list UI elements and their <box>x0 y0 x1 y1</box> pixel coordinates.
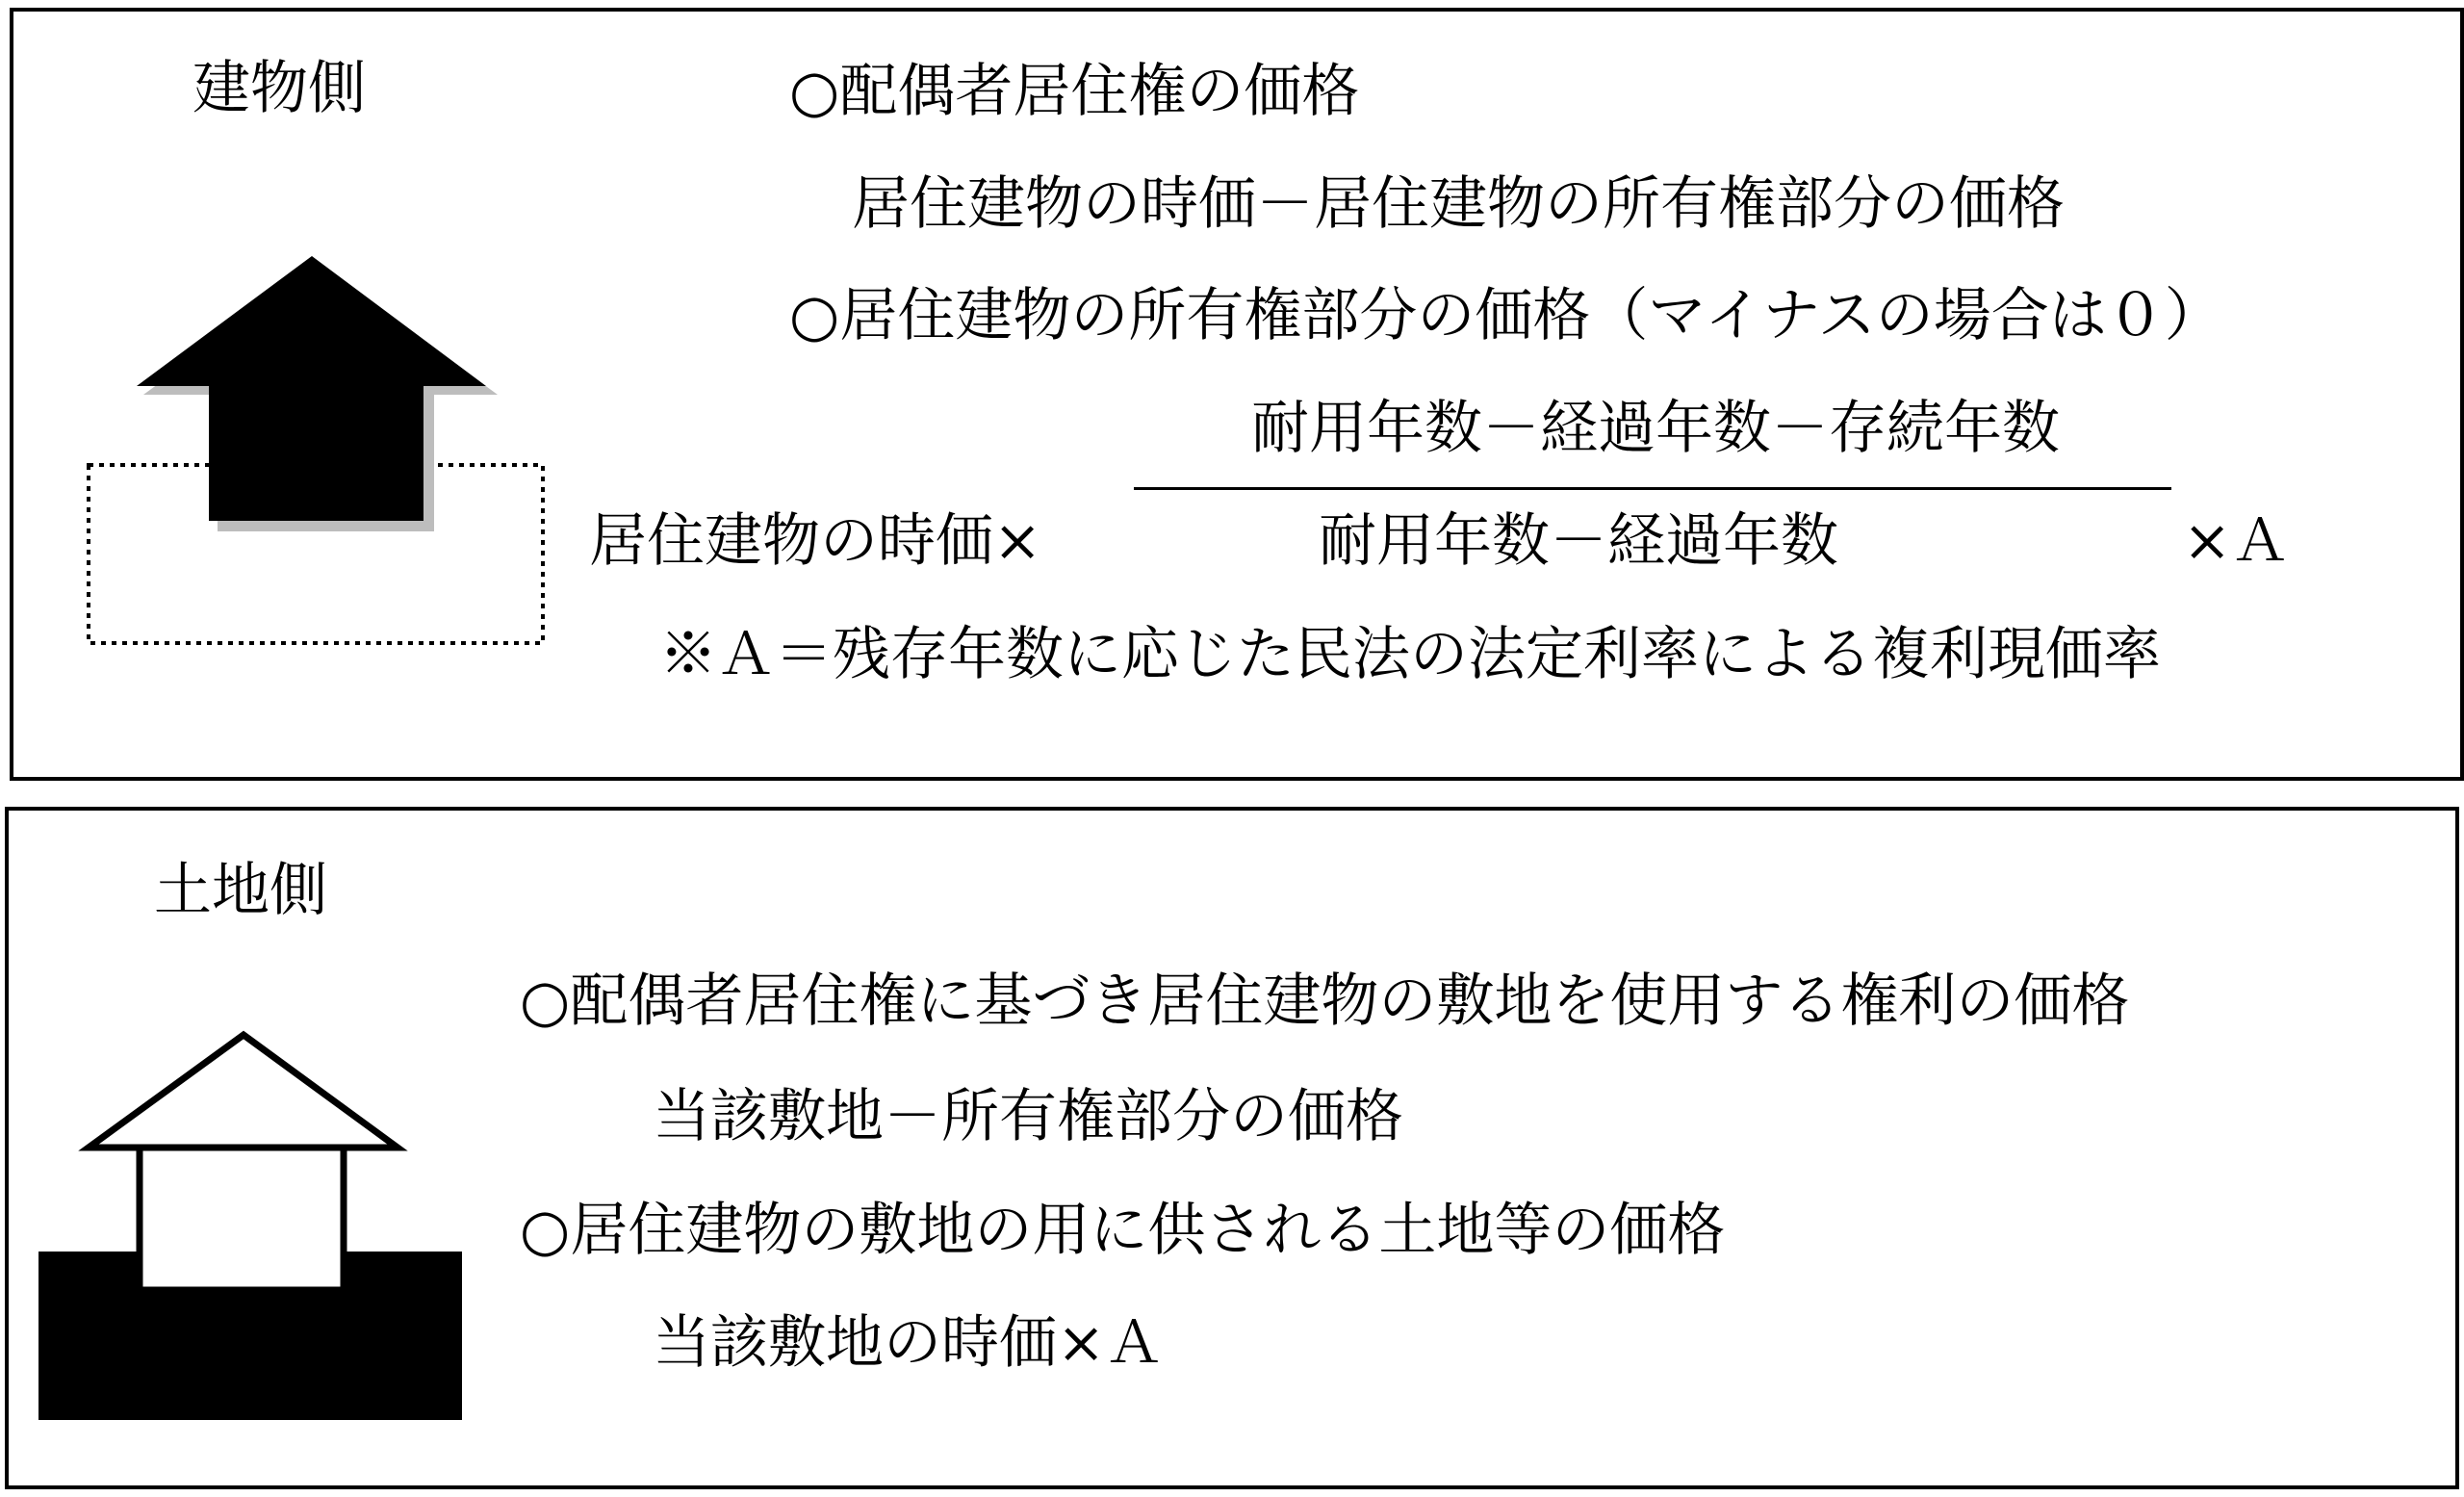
land-line-1: ○配偶者居住権に基づき居住建物の敷地を使用する権利の価格 <box>520 968 2130 1035</box>
land-line-2: 当該敷地－所有権部分の価格 <box>653 1083 1403 1150</box>
fraction-bar <box>1134 487 2171 490</box>
formula-prefix: 居住建物の時価× <box>589 507 1042 575</box>
building-side-heading: 建物側 <box>192 55 366 122</box>
formula-numerator: 耐用年数－経過年数－存続年数 <box>1251 395 2060 462</box>
building-line-3: ○居住建物の所有権部分の価格（マイナスの場合は０） <box>789 282 2222 349</box>
land-line-4: 当該敷地の時価×Ａ <box>653 1309 1164 1377</box>
formula-suffix: ×Ａ <box>2183 507 2290 575</box>
building-line-1: ○配偶者居住権の価格 <box>789 58 1360 125</box>
house-roof <box>89 1035 398 1148</box>
house-on-land-icon <box>0 0 578 1497</box>
land-line-3: ○居住建物の敷地の用に供される土地等の価格 <box>520 1197 1726 1264</box>
building-line-2: 居住建物の時価－居住建物の所有権部分の価格 <box>852 170 2065 238</box>
formula-denominator: 耐用年数－経過年数 <box>1319 507 1838 575</box>
building-note: ※Ａ＝残存年数に応じた民法の法定利率による複利現価率 <box>659 621 2161 688</box>
land-side-heading: 土地側 <box>154 857 327 924</box>
house-body <box>140 1146 344 1290</box>
